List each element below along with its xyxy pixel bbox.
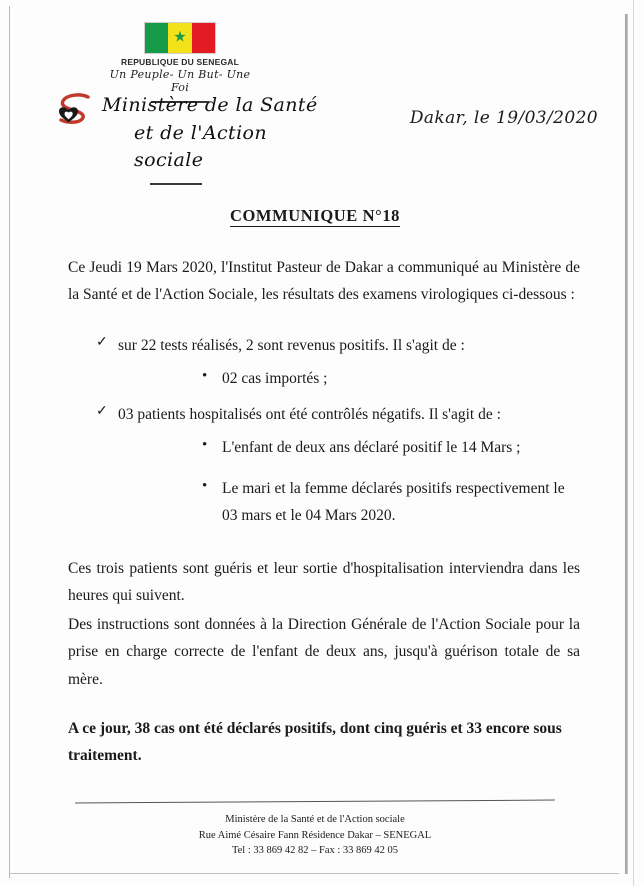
ministry-name-line-2: et de l'Action sociale	[134, 121, 268, 172]
flag-band-green	[145, 23, 168, 53]
closing-paragraph-1: Ces trois patients sont guéris et leur sortie d'hospitalisation interviendra dans les heures qui suivent.	[68, 560, 580, 605]
sub-list-item	[202, 365, 580, 392]
footer-line-3: Tel : 33 869 42 82 – Fax : 33 869 42 05	[231, 844, 399, 856]
sub-list-item	[202, 434, 580, 461]
flag-band-yellow	[168, 23, 191, 53]
footer-line-2: Rue Aimé Césaire Fann Résidence Dakar – SENEGAL	[198, 829, 432, 841]
check-icon: ✓	[96, 403, 108, 419]
list-item	[96, 332, 580, 392]
document-sheet	[10, 0, 620, 886]
list-item-text: 03 patients hospitalisés ont été contrôlés négatifs. Il s'agit de :	[118, 405, 501, 423]
list-item	[96, 401, 580, 530]
senegal-flag-icon	[144, 22, 216, 54]
sub-list	[118, 434, 580, 529]
star-icon: ★	[173, 29, 187, 46]
results-list	[68, 332, 580, 529]
scan-edge-right	[625, 14, 628, 874]
list-item-text: sur 22 tests réalisés, 2 sont revenus positifs. Il s'agit de :	[118, 337, 465, 355]
header-divider-bottom	[150, 183, 202, 185]
sub-list-item-text: L'enfant de deux ans déclaré positif le 14 Mars ;	[222, 438, 521, 456]
summary-paragraph: A ce jour, 38 cas ont été déclarés positifs, dont cinq guéris et 33 encore sous traitement.	[68, 719, 562, 764]
ministry-name-block	[102, 92, 332, 185]
document-header	[10, 0, 620, 180]
check-icon: ✓	[96, 335, 108, 351]
document-footer	[10, 801, 620, 858]
sub-list-item-text: Le mari et la femme déclarés positifs respectivement le 03 mars et le 04 Mars 2020.	[222, 479, 565, 524]
bullet-icon: •	[202, 436, 208, 453]
flag-band-red	[192, 23, 215, 53]
ministry-logo-icon	[54, 92, 96, 128]
ministry-name-line-1: Ministère de la Santé	[102, 94, 318, 116]
footer-line-1: Ministère de la Santé et de l'Action sociale	[225, 814, 405, 826]
footer-divider	[75, 800, 555, 804]
republic-label: REPUBLIQUE DU SENEGAL	[120, 57, 240, 67]
document-title	[10, 206, 620, 226]
bullet-icon: •	[202, 477, 208, 494]
republic-block	[105, 22, 255, 103]
document-body	[68, 254, 580, 769]
sub-list-item	[202, 475, 580, 529]
closing-paragraph-2: Des instructions sont données à la Direction Générale de l'Action Sociale pour la prise en charge correcte de l'enfant de deux ans, jusqu'à guérison totale de sa mère.	[68, 616, 580, 688]
republic-motto: Un Peuple- Un But- Une Foi	[109, 68, 251, 94]
scan-edge-right-outer	[633, 0, 634, 886]
bullet-icon: •	[202, 368, 208, 385]
intro-paragraph: Ce Jeudi 19 Mars 2020, l'Institut Pasteur de Dakar a communiqué au Ministère de la Santé et de l'Action Sociale, les résultats des examens virologiques ci-dessous :	[68, 259, 580, 304]
sub-list	[118, 365, 580, 392]
document-date: Dakar, le 19/03/2020	[409, 108, 598, 128]
document-title-text: COMMUNIQUE N°18	[229, 206, 401, 225]
sub-list-item-text: 02 cas importés ;	[222, 370, 328, 388]
